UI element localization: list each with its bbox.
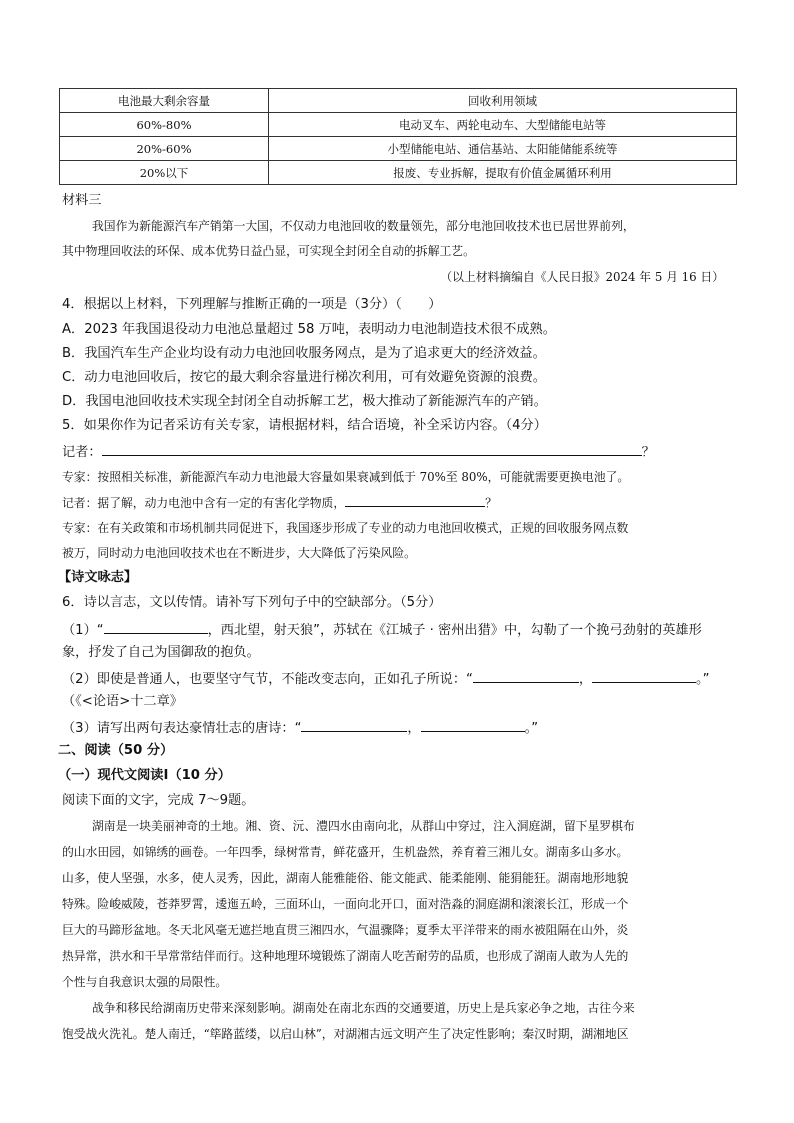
item-text: （3）请写出两句表达豪情壮志的唐诗：“ — [62, 721, 302, 736]
blank-item-2 — [62, 668, 709, 690]
reporter-line-1 — [62, 441, 655, 463]
item-text: ， — [407, 721, 421, 736]
item-text: ，西北望，射天狼”，苏轼在《江城子 · 密州出猎》中，勾勒了一个挽弓劲射的英雄形 — [207, 623, 702, 638]
table-header-cell: 回收利用领域 — [269, 89, 737, 113]
option-b: B．我国汽车生产企业均设有动力电池回收服务网点，是为了追求更大的经济效益。 — [62, 346, 546, 361]
table-header-cell: 电池最大剩余容量 — [60, 89, 269, 113]
blank-item-3 — [62, 717, 538, 739]
answer-blank[interactable] — [104, 619, 208, 634]
table-cell: 报废、专业拆解，提取有价值金属循环利用 — [269, 161, 737, 185]
passage-line: 巨大的马蹄形盆地。冬天北风毫无遮拦地直贯三湘四水，气温骤降；夏季太平洋带来的雨水被阻隔在山外，炎 — [62, 923, 629, 937]
passage-line: 特殊。险峻威陵，苍莽罗霄，逶迤五岭，三面环山，一面向北开口，面对浩淼的洞庭湖和滚滚长江，形成一个 — [62, 897, 629, 911]
table-row — [60, 113, 737, 137]
passage-line: 热异常，洪水和干旱常常结伴而行。这种地理环境锻炼了湖南人吃苦耐劳的品质，也形成了湖南人敢为人先的 — [62, 949, 629, 963]
passage-line: 饱受战火洗礼。楚人南迁，“筚路蓝缕，以启山林”，对湖湘古远文明产生了决定性影响；秦汉时期，湖湘地区 — [62, 1027, 629, 1041]
section-heading-poetry: 【诗文咏志】 — [58, 570, 138, 585]
passage-line: 的山水田园，如锦绣的画卷。一年四季，绿树常青，鲜花盛开，生机盎然，养育着三湘儿女。湖南多山多水。 — [62, 845, 629, 859]
item-text: （1）“ — [62, 623, 104, 638]
material-three-line: 我国作为新能源汽车产销第一大国，不仅动力电池回收的数量领先，部分电池回收技术也已居世界前列， — [92, 219, 635, 233]
battery-capacity-table — [59, 88, 737, 185]
subsection-heading: （一）现代文阅读Ⅰ（10 分） — [58, 768, 231, 783]
answer-blank[interactable] — [102, 441, 642, 456]
option-a: A．2023 年我国退役动力电池总量超过 58 万吨，表明动力电池制造技术很不成熟。 — [62, 322, 556, 337]
reading-instruction: 阅读下面的文字，完成 7～9题。 — [62, 793, 255, 808]
blank-item-2-source: （《<论语>十二章》 — [62, 694, 183, 709]
material-three-line: 其中物理回收法的环保、成本优势日益凸显，可实现全封闭全自动的拆解工艺。 — [62, 244, 475, 258]
blank-item-1-cont: 象，抒发了自己为国御敌的抱负。 — [62, 645, 260, 660]
table-cell: 小型储能电站、通信基站、太阳能储能系统等 — [269, 137, 737, 161]
answer-blank[interactable] — [473, 668, 579, 683]
table-cell: 20%-60% — [60, 137, 269, 161]
reporter-label: 记者： — [62, 445, 102, 460]
passage-line: 战争和移民给湖南历史带来深刻影响。湖南处在南北东西的交通要道，历史上是兵家必争之地，古往今来 — [92, 1001, 635, 1015]
item-text: 。” — [696, 672, 710, 687]
expert-line-2-cont: 被万，同时动力电池回收技术也在不断进步，大大降低了污染风险。 — [62, 546, 416, 560]
passage-line: 山多，使人坚强，水多，使人灵秀，因此，湖南人能雅能俗、能文能武、能柔能刚、能狷能狂。湖南地形地貌 — [62, 871, 629, 885]
material-source: （以上材料摘编自《人民日报》2024 年 5 月 16 日） — [440, 270, 724, 284]
material-three-label: 材料三 — [62, 193, 102, 208]
question-mark: ？ — [485, 496, 497, 510]
table-row — [60, 161, 737, 185]
expert-line-1: 专家：按照相关标准，新能源汽车动力电池最大容量如果衰减到低于 70%至 80%，可能就需要更换电池了。 — [62, 470, 630, 484]
question-6-stem: 6．诗以言志，文以传情。请补写下列句子中的空缺部分。（5分） — [62, 595, 442, 610]
item-text: （2）即使是普通人，也要坚守气节，不能改变志向，正如孔子所说：“ — [62, 672, 473, 687]
table-cell: 电动叉车、两轮电动车、大型储能电站等 — [269, 113, 737, 137]
question-4-stem: 4．根据以上材料，下列理解与推断正确的一项是（3分）（ ） — [62, 297, 442, 312]
answer-blank[interactable] — [592, 668, 696, 683]
option-c: C．动力电池回收后，按它的最大剩余容量进行梯次利用，可有效避免资源的浪费。 — [62, 370, 546, 385]
passage-line: 个性与自我意识太强的局限性。 — [62, 975, 228, 989]
section-heading-reading: 二、阅读（50 分） — [58, 743, 174, 758]
answer-blank[interactable] — [421, 717, 525, 732]
table-row — [60, 137, 737, 161]
question-5-stem: 5．如果你作为记者采访有关专家，请根据材料，结合语境，补全采访内容。（4分） — [62, 418, 547, 433]
answer-blank[interactable] — [345, 492, 485, 507]
item-text: ， — [578, 672, 593, 687]
answer-blank[interactable] — [301, 717, 407, 732]
option-d: D．我国电池回收技术实现全封闭全自动拆解工艺，极大推动了新能源汽车的产销。 — [62, 394, 547, 409]
table-header-row — [60, 89, 737, 113]
passage-line: 湖南是一块美丽神奇的土地。湘、资、沅、澧四水由南向北，从群山中穿过，注入洞庭湖，留下星罗棋布 — [92, 819, 635, 833]
question-mark: ？ — [641, 445, 655, 460]
table-cell: 20%以下 — [60, 161, 269, 185]
reporter-text: 记者：据了解，动力电池中含有一定的有害化学物质， — [62, 496, 346, 510]
blank-item-1 — [62, 619, 702, 641]
reporter-line-2 — [62, 492, 497, 513]
expert-line-2: 专家：在有关政策和市场机制共同促进下，我国逐步形成了专业的动力电池回收模式，正规的回收服务网点数 — [62, 521, 629, 535]
item-text: 。” — [524, 721, 539, 736]
table-cell: 60%-80% — [60, 113, 269, 137]
